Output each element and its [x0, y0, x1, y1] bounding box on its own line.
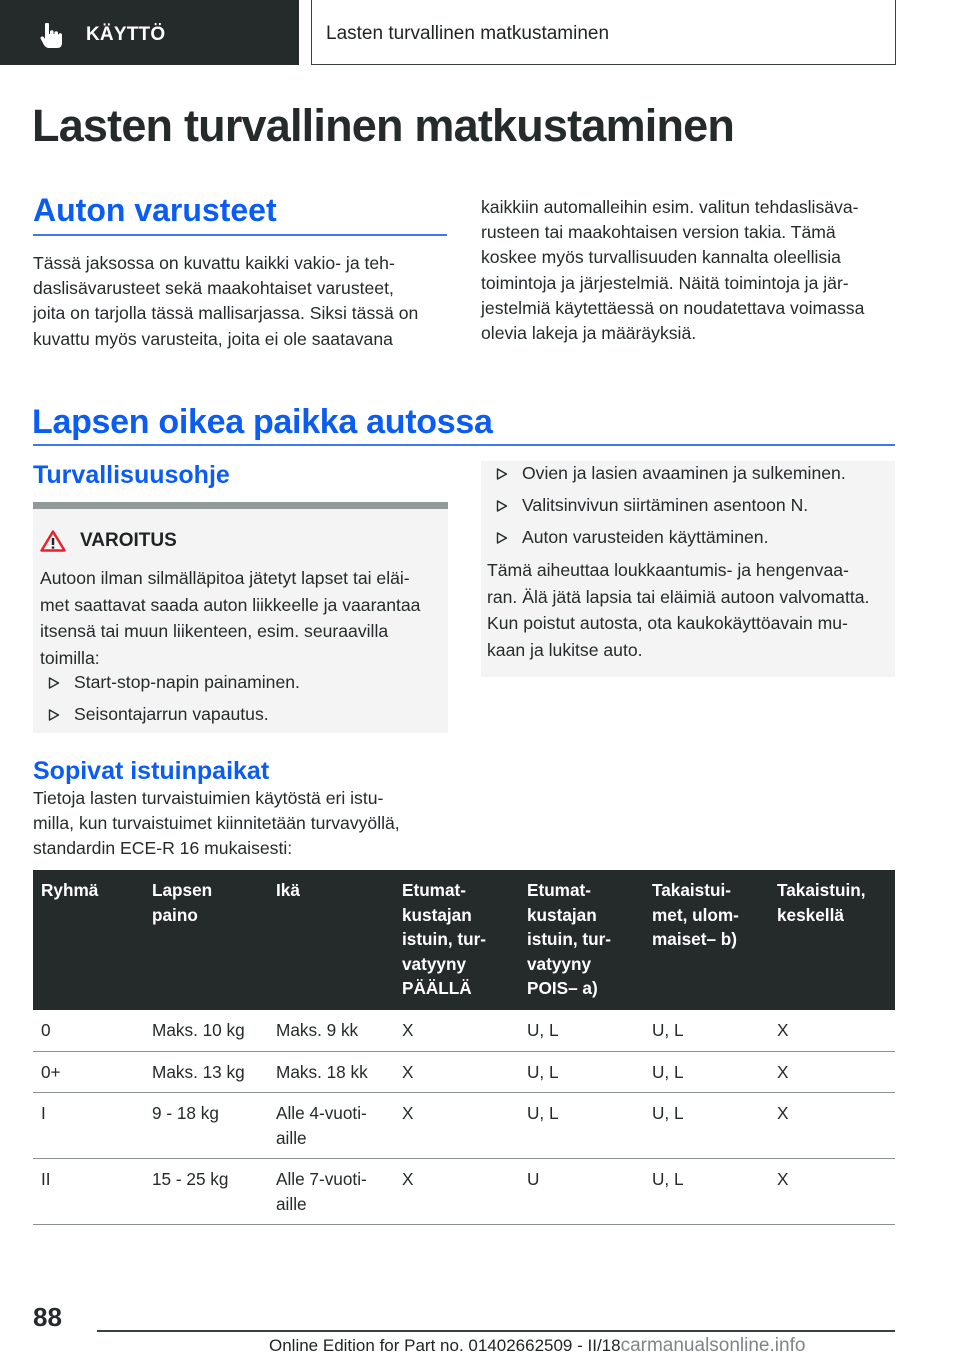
table-cell: 15 - 25 kg [144, 1159, 268, 1225]
subheading-sopivat-istuinpaikat: Sopivat istuinpaikat [33, 757, 270, 785]
watermark-link[interactable]: carmanualsonline.info [620, 1335, 806, 1356]
table-cell: X [394, 1051, 519, 1093]
table-cell: U, L [519, 1010, 644, 1051]
pointing-hand-icon [40, 23, 64, 49]
edition-text: Online Edition for Part no. 01402662509 - II/18 [269, 1336, 621, 1355]
page-title: Lasten turvallinen matkustaminen [32, 100, 735, 151]
text-line: itsensä tai muun liikenteen, esim. seuraavilla [40, 621, 389, 641]
bullet-text: Start-stop-napin painaminen. [74, 672, 300, 692]
subheading-turvallisuusohje: Turvallisuusohje [33, 461, 230, 489]
text-line: toimintoja ja järjestelmiä. Näitä toimintoja ja jär- [481, 272, 849, 293]
warning-closing-text [487, 557, 897, 663]
section-label: Lasten turvallinen matkustaminen [326, 23, 610, 44]
warning-triangle-icon [40, 530, 66, 552]
table-cell: Maks. 13 kg [144, 1051, 268, 1093]
table-cell: U [519, 1159, 644, 1225]
bullet-text: Auton varusteiden käyttäminen. [522, 527, 769, 547]
column-header: Ryhmä [33, 870, 144, 1010]
column-header: Etumat-kustajan istuin, tur-vatyyny POIS– a) [519, 870, 644, 1010]
chapter-label: KÄYTTÖ [86, 23, 166, 45]
bullet-text: Ovien ja lasien avaaminen ja sulkeminen. [522, 463, 846, 483]
text-line: jestelmiä käytettäessä on noudatettava voimassa [481, 297, 865, 318]
table-cell: X [394, 1159, 519, 1225]
table-cell: U, L [644, 1010, 769, 1051]
table-cell: X [769, 1010, 895, 1051]
warning-title-text: VAROITUS [80, 530, 177, 551]
warning-bullet [48, 704, 269, 725]
text-line: koskee myös turvallisuuden kannalta oleellisia [481, 247, 841, 268]
text-line: joita on tarjolla tässä mallisarjassa. Siksi tässä on [33, 303, 419, 324]
bullet-text: Valitsinvivun siirtäminen asentoon N. [522, 495, 809, 515]
warning-title [40, 530, 177, 552]
text-line: daslisävarusteet sekä maakohtaiset varusteet, [33, 278, 394, 299]
heading-auton-varusteet: Auton varusteet [33, 192, 277, 228]
text-line: standardin ECE-R 16 mukaisesti: [33, 838, 293, 859]
text-line: olevia lakeja ja määräyksiä. [481, 323, 697, 344]
text-line: milla, kun turvaistuimet kiinnitetään turvavyöllä, [33, 813, 400, 834]
text-line: kuvattu myös varusteita, joita ei ole saatavana [33, 328, 393, 349]
bullet-triangle-icon [496, 500, 508, 512]
sopivat-paragraph [33, 786, 453, 862]
table-cell: Maks. 10 kg [144, 1010, 268, 1051]
text-line: Tämä aiheuttaa loukkaantumis- ja hengenvaa- [487, 560, 849, 580]
column-header: Etumat-kustajan istuin, tur-vatyyny PÄÄLLÄ [394, 870, 519, 1010]
table-cell: U, L [519, 1051, 644, 1093]
table-cell: Alle 7-vuoti-aille [268, 1159, 394, 1225]
table-cell: Maks. 9 kk [268, 1010, 394, 1051]
table-cell: X [394, 1010, 519, 1051]
text-line: ran. Älä jätä lapsia tai eläimiä autoon valvomatta. [487, 586, 870, 607]
table-cell: U, L [644, 1093, 769, 1159]
table-cell: X [394, 1093, 519, 1159]
text-line: kaan ja lukitse auto. [487, 639, 643, 660]
section-tab [311, 0, 896, 65]
text-line: toimilla: [40, 647, 100, 668]
text-line: met saattavat saada auton liikkeelle ja vaarantaa [40, 594, 421, 615]
table-cell: U, L [644, 1159, 769, 1225]
column-header: Takaistui-met, ulom-maiset– b) [644, 870, 769, 1010]
heading-rule [33, 444, 895, 446]
table-cell: 0 [33, 1010, 144, 1051]
bullet-triangle-icon [496, 468, 508, 480]
table-cell: Alle 4-vuoti-aille [268, 1093, 394, 1159]
table-cell: X [769, 1051, 895, 1093]
table-cell: 9 - 18 kg [144, 1093, 268, 1159]
intro-paragraph-left [33, 251, 453, 352]
text-line: Autoon ilman silmälläpitoa jätetyt lapset tai eläi- [40, 568, 410, 588]
table-cell: X [769, 1093, 895, 1159]
heading-lapsen-paikka: Lapsen oikea paikka autossa [32, 403, 493, 441]
text-line: rusteen tai maakohtaisen version takia. Tämä [481, 222, 836, 243]
footer-rule [97, 1330, 895, 1332]
table-cell: 0+ [33, 1051, 144, 1093]
bullet-triangle-icon [48, 677, 60, 689]
table-cell: I [33, 1093, 144, 1159]
footer-edition [269, 1335, 805, 1357]
child-seat-table [33, 870, 895, 1225]
warning-text [40, 565, 450, 671]
table-cell: U, L [519, 1093, 644, 1159]
chapter-tab [0, 0, 299, 65]
intro-paragraph-right [481, 195, 901, 346]
table-cell: Maks. 18 kk [268, 1051, 394, 1093]
table-row [33, 1010, 895, 1051]
warning-bullet [496, 527, 768, 548]
table-cell: X [769, 1159, 895, 1225]
warning-bullet [48, 672, 300, 693]
bullet-text: Seisontajarrun vapautus. [74, 704, 269, 724]
bullet-triangle-icon [48, 709, 60, 721]
column-header: Takaistuin, keskellä [769, 870, 895, 1010]
column-header: Ikä [268, 870, 394, 1010]
warning-top-bar [33, 502, 448, 509]
text-line: Tietoja lasten turvaistuimien käytöstä eri istu- [33, 788, 384, 808]
page-number: 88 [33, 1302, 62, 1332]
warning-bullet [496, 463, 846, 484]
table-header-row [33, 870, 895, 1010]
text-line: kaikkiin automalleihin esim. valitun tehdaslisäva- [481, 197, 859, 217]
bullet-triangle-icon [496, 532, 508, 544]
column-header: Lapsen paino [144, 870, 268, 1010]
table-row [33, 1159, 895, 1225]
table-cell: II [33, 1159, 144, 1225]
heading-rule [33, 234, 447, 236]
warning-bullet [496, 495, 808, 516]
table-row [33, 1093, 895, 1159]
text-line: Kun poistut autosta, ota kaukokäyttöavain mu- [487, 613, 848, 633]
table-cell: U, L [644, 1051, 769, 1093]
table-row [33, 1051, 895, 1093]
text-line: Tässä jaksossa on kuvattu kaikki vakio- ja teh- [33, 253, 395, 273]
